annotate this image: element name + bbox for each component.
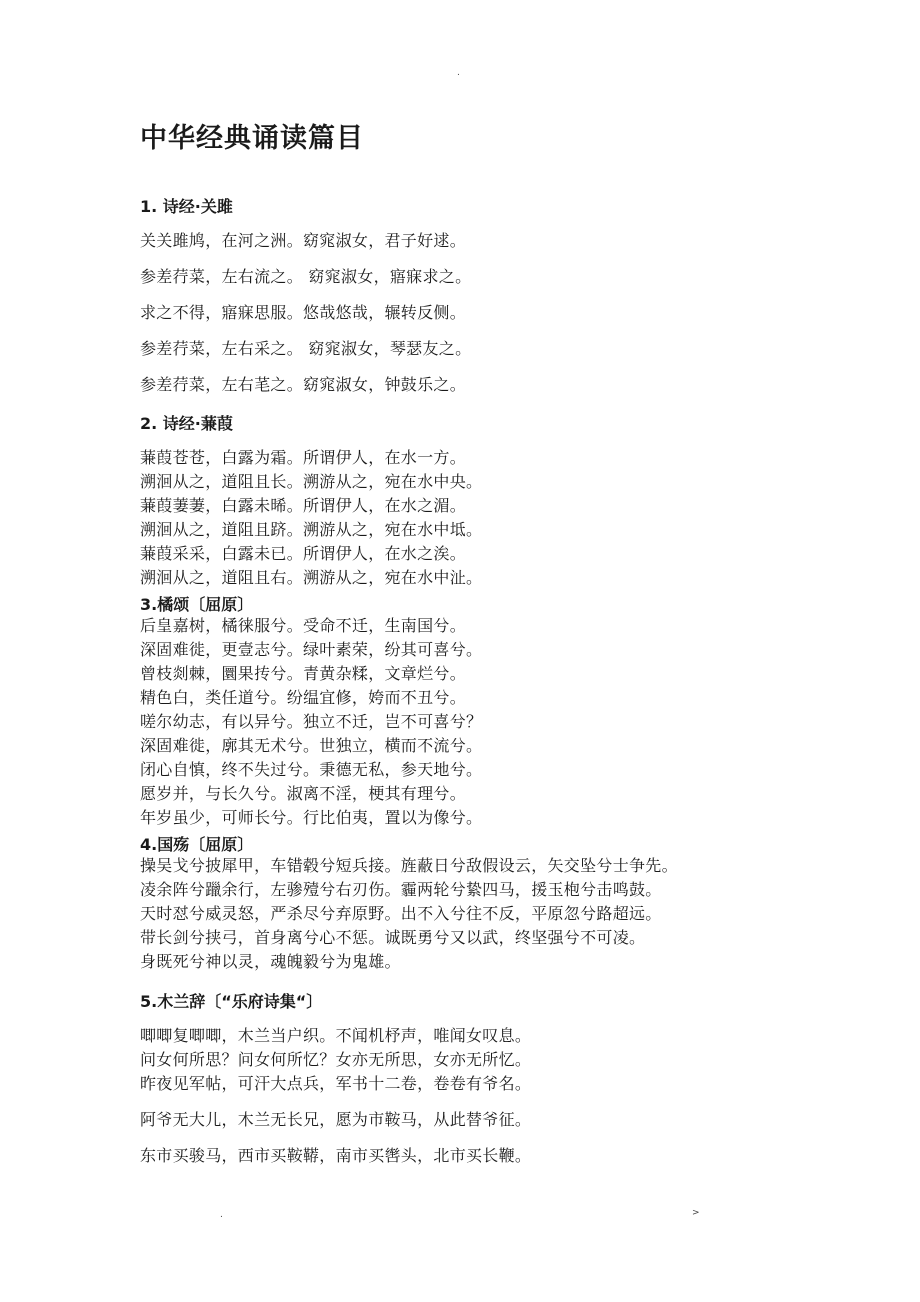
- poem-guoshang: [140, 854, 678, 974]
- poem-line: 深固难徙，廓其无术兮。世独立，横而不流兮。: [140, 736, 483, 755]
- poem-guanju: [140, 229, 471, 409]
- footer-right-mark: >: [692, 1208, 700, 1218]
- section-heading-guanju: 1. 诗经·关雎: [140, 197, 233, 216]
- poem-line: 嗟尔幼志，有以异兮。独立不迁，岂不可喜兮？: [140, 712, 483, 731]
- poem-line: 年岁虽少，可师长兮。行比伯夷，置以为像兮。: [140, 808, 483, 827]
- poem-line: 溯洄从之，道阻且跻。溯游从之，宛在水中坻。: [140, 520, 483, 539]
- poem-line: 蒹葭苍苍，白露为霜。所谓伊人，在水一方。: [140, 448, 467, 467]
- poem-line: 昨夜见军帖，可汗大点兵，军书十二卷，卷卷有爷名。: [140, 1074, 532, 1093]
- poem-mulanci: [140, 1024, 531, 1096]
- poem-line: 蒹葭萋萋，白露未晞。所谓伊人，在水之湄。: [140, 496, 467, 515]
- poem-line: 精色白，类任道兮。纷缊宜修，姱而不丑兮。: [140, 688, 467, 707]
- poem-line: 求之不得，寤寐思服。悠哉悠哉，辗转反侧。: [140, 303, 467, 322]
- section-heading-guoshang: 4.国殇〔屈原〕: [140, 835, 254, 854]
- poem-line: 参差荇菜，左右采之。 窈窕淑女，琴瑟友之。: [140, 339, 472, 358]
- header-mark: .: [457, 68, 460, 78]
- poem-line: 操吴戈兮披犀甲，车错毂兮短兵接。旌蔽日兮敌假设云，矢交坠兮士争先。: [140, 856, 678, 875]
- poem-line: 蒹葭采采，白露未已。所谓伊人，在水之涘。: [140, 544, 467, 563]
- poem-line: 问女何所思？问女何所忆？女亦无所思，女亦无所忆。: [140, 1050, 532, 1069]
- poem-line: 溯洄从之，道阻且右。溯游从之，宛在水中沚。: [140, 568, 483, 587]
- poem-line: 带长剑兮挟弓，首身离兮心不惩。诚既勇兮又以武，终坚强兮不可凌。: [140, 928, 646, 947]
- poem-line: 深固难徙，更壹志兮。绿叶素荣，纷其可喜兮。: [140, 640, 483, 659]
- poem-mulanci-continued: [140, 1108, 531, 1180]
- poem-line: 唧唧复唧唧，木兰当户织。不闻机杼声，唯闻女叹息。: [140, 1026, 532, 1045]
- poem-line: 闭心自慎，终不失过兮。秉德无私，参天地兮。: [140, 760, 483, 779]
- poem-line: 曾枝剡棘，圜果抟兮。青黄杂糅，文章烂兮。: [140, 664, 467, 683]
- poem-line: 阿爷无大儿，木兰无长兄，愿为市鞍马，从此替爷征。: [140, 1110, 532, 1129]
- section-heading-jusong: 3.橘颂〔屈原〕: [140, 595, 254, 614]
- poem-line: 溯洄从之，道阻且长。溯游从之，宛在水中央。: [140, 472, 483, 491]
- footer-left-mark: .: [220, 1210, 223, 1220]
- poem-line: 凌余阵兮躐余行，左骖殪兮右刃伤。霾两轮兮絷四马，援玉枹兮击鸣鼓。: [140, 880, 662, 899]
- poem-line: 后皇嘉树，橘徕服兮。受命不迁，生南国兮。: [140, 616, 467, 635]
- poem-line: 天时怼兮威灵怒，严杀尽兮弃原野。出不入兮往不反，平原忽兮路超远。: [140, 904, 662, 923]
- section-heading-jianjia: 2. 诗经·蒹葭: [140, 414, 233, 433]
- section-heading-mulanci: 5.木兰辞〔“乐府诗集“〕: [140, 992, 323, 1011]
- poem-line: 参差荇菜，左右芼之。窈窕淑女，钟鼓乐之。: [140, 375, 467, 394]
- poem-jianjia: [140, 446, 482, 590]
- poem-line: 东市买骏马，西市买鞍鞯，南市买辔头，北市买长鞭。: [140, 1146, 532, 1165]
- page-title: 中华经典诵读篇目: [140, 123, 364, 154]
- poem-line: 愿岁并，与长久兮。淑离不淫，梗其有理兮。: [140, 784, 467, 803]
- poem-line: 身既死兮神以灵，魂魄毅兮为鬼雄。: [140, 952, 401, 971]
- poem-line: 关关雎鸠，在河之洲。窈窕淑女，君子好逑。: [140, 231, 467, 250]
- poem-line: 参差荇菜，左右流之。 窈窕淑女，寤寐求之。: [140, 267, 472, 286]
- poem-jusong: [140, 614, 482, 830]
